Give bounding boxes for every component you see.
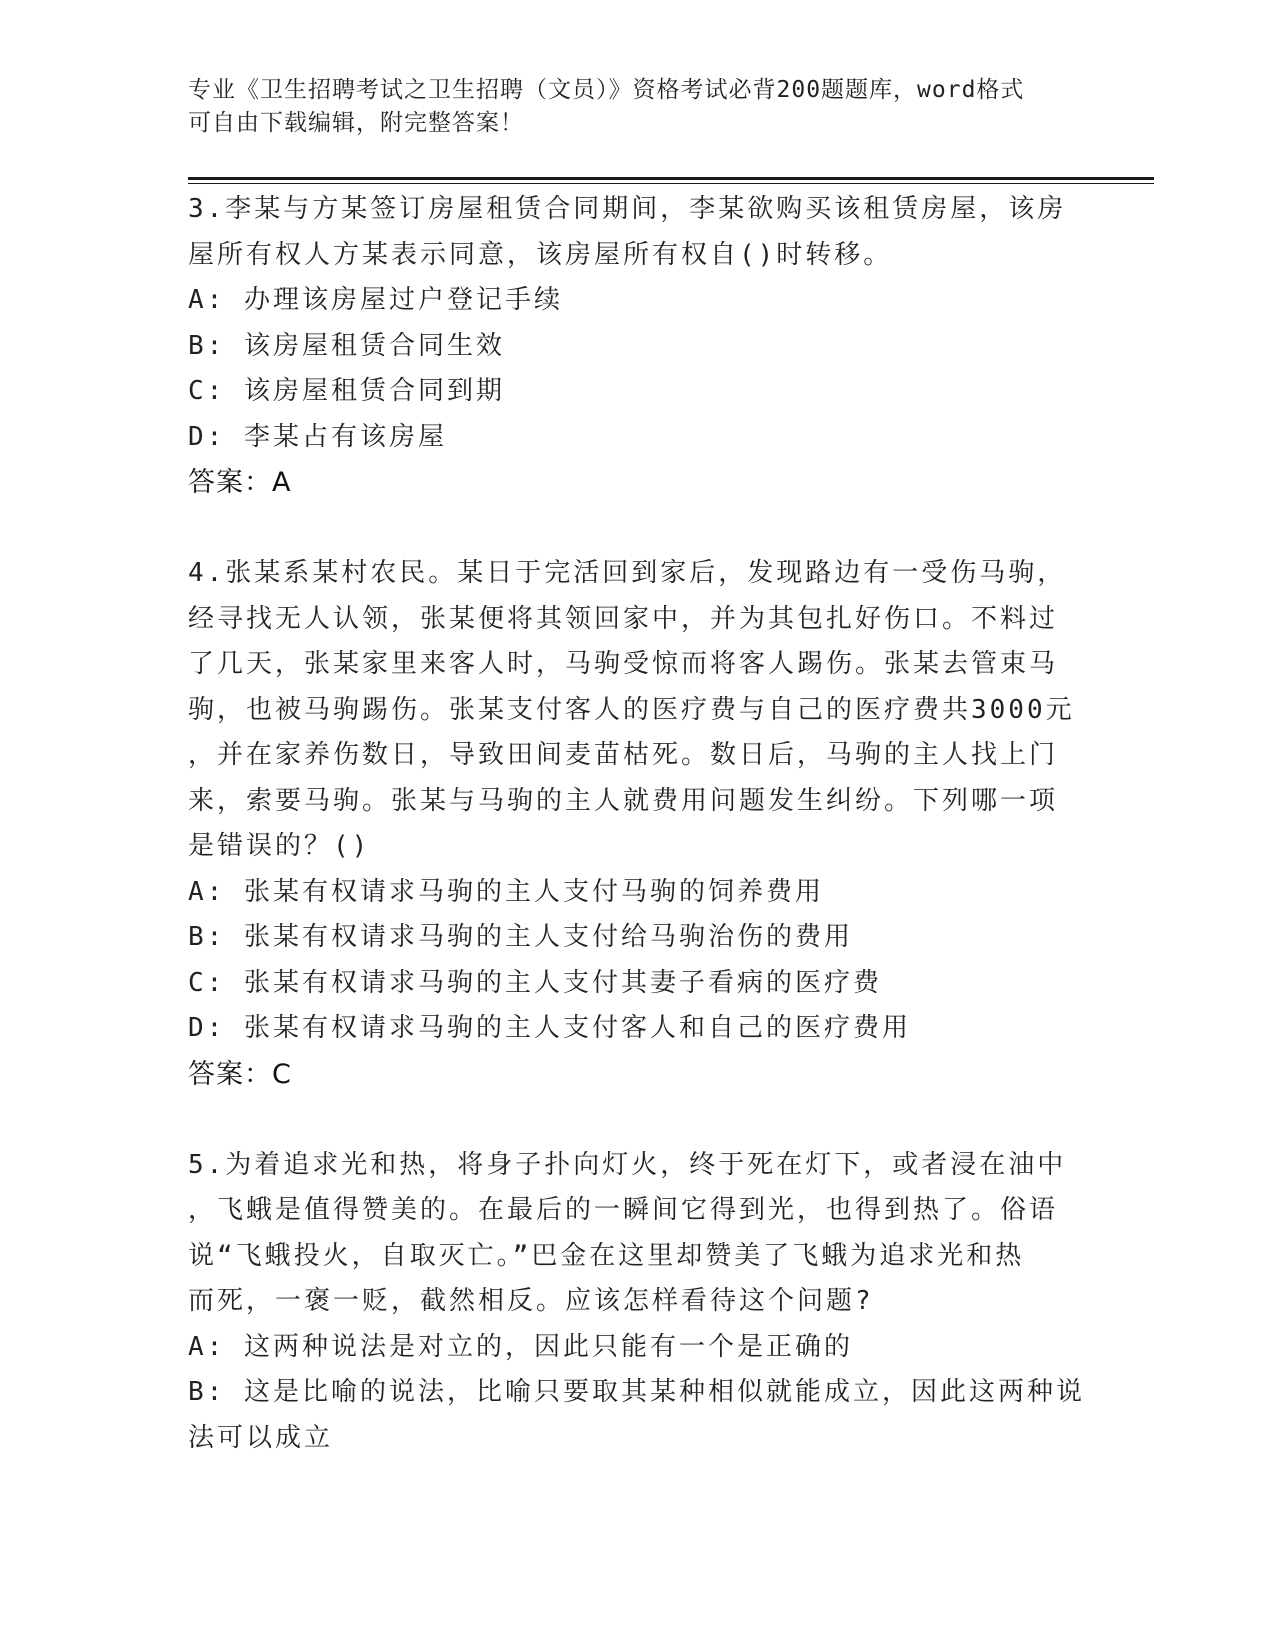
question-text: ，并在家养伤数日，导致田间麦苗枯死。数日后，马驹的主人找上门 — [188, 740, 1059, 770]
question-text: 来，索要马驹。张某与马驹的主人就费用问题发生纠纷。下列哪一项 — [188, 785, 1059, 816]
header-divider-thick — [188, 177, 1154, 180]
option-c: C: 张某有权请求马驹的主人支付其妻子看病的医疗费 — [188, 967, 882, 998]
question-block — [188, 551, 1108, 1097]
option-a: A: 张某有权请求马驹的主人支付马驹的饲养费用 — [188, 876, 824, 907]
option-c: C: 该房屋租赁合同到期 — [188, 376, 505, 406]
option-d: D: 李某占有该房屋 — [188, 421, 447, 452]
document-header — [188, 74, 1088, 140]
spacer — [188, 506, 1108, 552]
answer-label: 答案：C — [188, 1058, 292, 1090]
question-text: 而死，一褒一贬，截然相反。应该怎样看待这个问题? — [188, 1286, 874, 1316]
question-list — [188, 187, 1108, 1461]
question-text: 了几天，张某家里来客人时，马驹受惊而将客人踢伤。张某去管束马 — [188, 649, 1059, 679]
option-b-continued: 法可以成立 — [188, 1422, 334, 1453]
spacer — [188, 1097, 1108, 1143]
header-divider-thin — [188, 183, 1154, 184]
option-b: B: 这是比喻的说法，比喻只要取其某种相似就能成立，因此这两种说 — [188, 1377, 1085, 1407]
question-text: 4.张某系某村农民。某日于完活回到家后，发现路边有一受伤马驹， — [188, 558, 1067, 588]
question-text: 是错误的？() — [188, 831, 371, 861]
option-d: D: 张某有权请求马驹的主人支付客人和自己的医疗费用 — [188, 1013, 911, 1043]
question-text: 5.为着追求光和热，将身子扑向灯火，终于死在灯下，或者浸在油中 — [188, 1149, 1067, 1180]
question-text: 3.李某与方某签订房屋租赁合同期间，李某欲购买该租赁房屋，该房 — [188, 194, 1067, 224]
option-a: A: 这两种说法是对立的，因此只能有一个是正确的 — [188, 1331, 853, 1362]
header-line: 专业《卫生招聘考试之卫生招聘（文员）》资格考试必背200题题库，word格式 — [188, 77, 1025, 103]
question-text: 说“飞蛾投火，自取灭亡。”巴金在这里却赞美了飞蛾为追求光和热 — [188, 1240, 1025, 1271]
question-text: 经寻找无人认领，张某便将其领回家中，并为其包扎好伤口。不料过 — [188, 603, 1059, 634]
answer-label: 答案：A — [188, 467, 292, 498]
option-b: B: 张某有权请求马驹的主人支付给马驹治伤的费用 — [188, 922, 853, 952]
option-b: B: 该房屋租赁合同生效 — [188, 330, 505, 361]
header-line: 可自由下载编辑，附完整答案！ — [188, 110, 524, 136]
question-block — [188, 187, 1108, 506]
question-text: ，飞蛾是值得赞美的。在最后的一瞬间它得到光，也得到热了。俗语 — [188, 1195, 1059, 1225]
question-text: 屋所有权人方某表示同意，该房屋所有权自()时转移。 — [188, 239, 893, 270]
option-a: A: 办理该房屋过户登记手续 — [188, 285, 563, 315]
question-block — [188, 1143, 1108, 1462]
question-text: 驹，也被马驹踢伤。张某支付客人的医疗费与自己的医疗费共3000元 — [188, 694, 1075, 725]
